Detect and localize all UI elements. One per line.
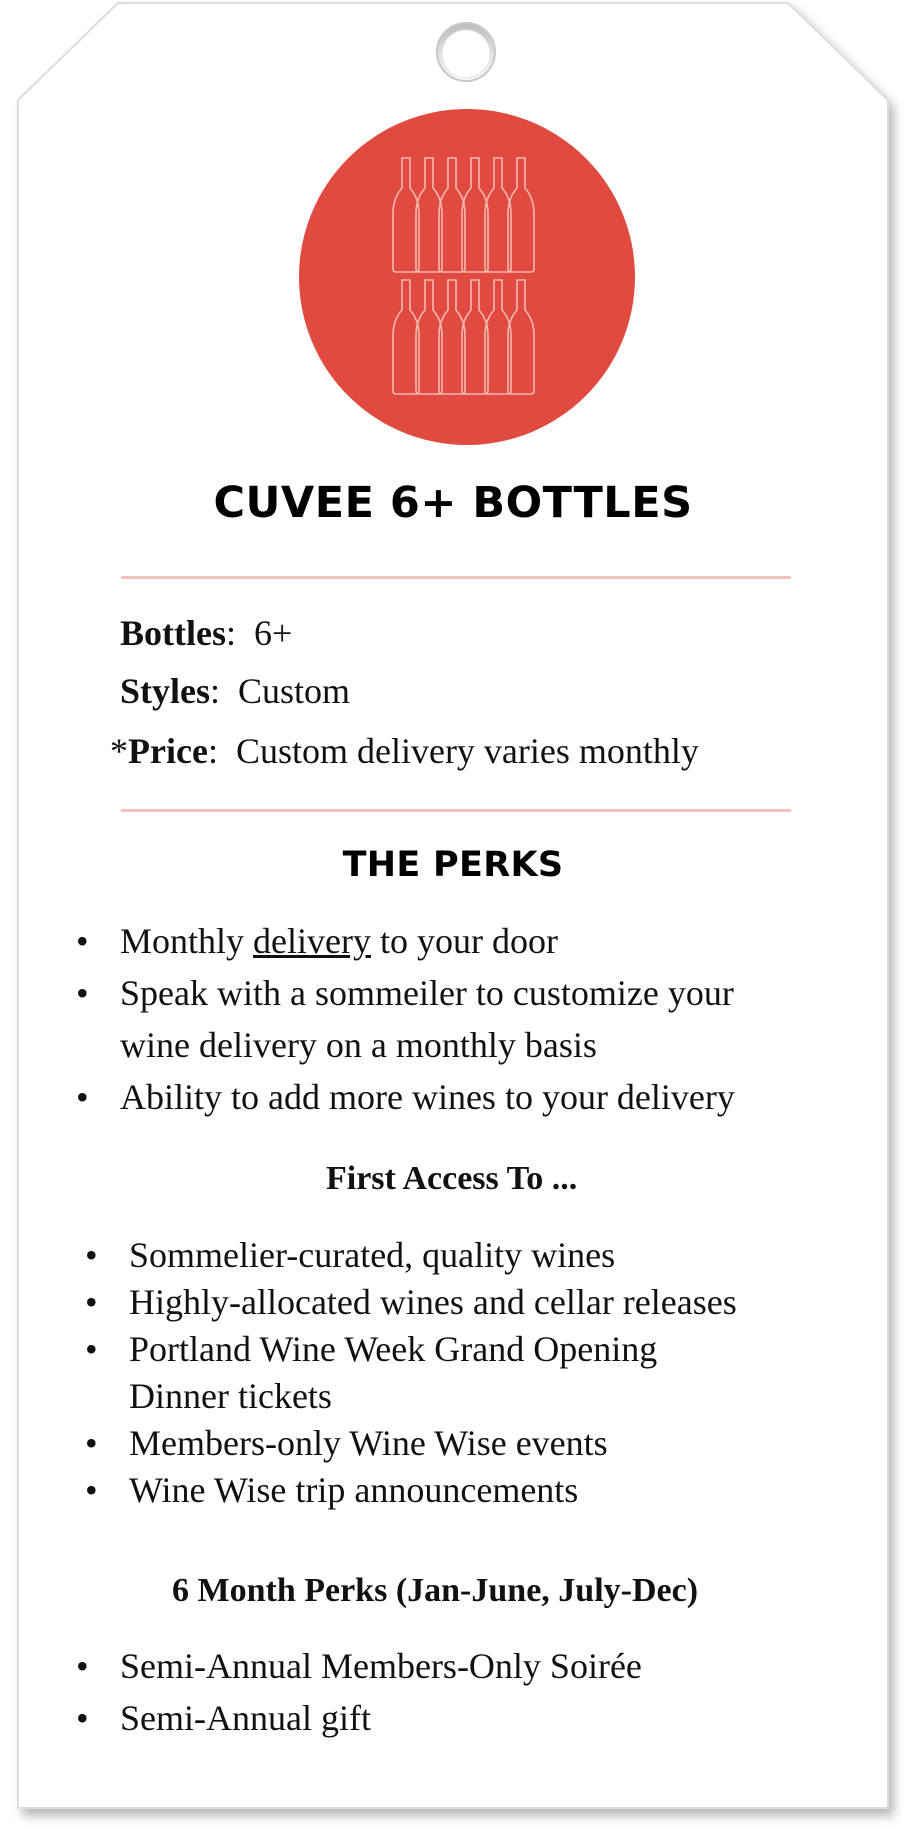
list-item: • Portland Wine Week Grand Opening Dinner tickets bbox=[85, 1326, 737, 1420]
list-item: • Highly-allocated wines and cellar releases bbox=[85, 1279, 737, 1326]
list-item: • Speak with a sommeiler to customize your wine delivery on a monthly basis bbox=[76, 967, 735, 1071]
bullet: • bbox=[85, 1282, 98, 1322]
list-item: • Wine Wise trip announcements bbox=[85, 1467, 737, 1514]
perks-heading: THE PERKS bbox=[342, 845, 564, 885]
list-item: • Sommelier-curated, quality wines bbox=[85, 1232, 737, 1279]
list-item: • Ability to add more wines to your delivery bbox=[76, 1071, 735, 1123]
bullet: • bbox=[85, 1329, 98, 1369]
first-access-list bbox=[85, 1232, 737, 1514]
first-access-heading: First Access To ... bbox=[326, 1160, 578, 1197]
list-item: • Semi-Annual Members-Only Soirée bbox=[76, 1640, 642, 1692]
list-item: • Monthly delivery to your door bbox=[76, 915, 735, 967]
wine-bottles-icon bbox=[299, 109, 635, 445]
bullet: • bbox=[76, 921, 89, 961]
bullet: • bbox=[85, 1470, 98, 1510]
perks-list bbox=[76, 915, 735, 1123]
spec-styles: Styles: Custom bbox=[120, 671, 351, 711]
spec-bottles-value: 6+ bbox=[254, 613, 293, 653]
bullet: • bbox=[85, 1423, 98, 1463]
spec-bottles-label: Bottles bbox=[120, 613, 226, 653]
spec-bottles: Bottles: 6+ bbox=[120, 613, 293, 653]
bullet: • bbox=[85, 1235, 98, 1275]
bullet: • bbox=[76, 1077, 89, 1117]
plan-title: CUVEE 6+ BOTTLES bbox=[213, 478, 693, 528]
bullet: • bbox=[76, 1646, 89, 1686]
list-item: • Members-only Wine Wise events bbox=[85, 1420, 737, 1467]
bullet: • bbox=[76, 973, 89, 1013]
divider-bottom bbox=[121, 809, 791, 812]
spec-price-value: Custom delivery varies monthly bbox=[235, 731, 699, 771]
spec-styles-value: Custom bbox=[238, 671, 351, 711]
spec-price-label: Price bbox=[128, 731, 208, 771]
list-item: • Semi-Annual gift bbox=[76, 1692, 642, 1744]
divider-top bbox=[121, 576, 791, 579]
spec-price: *Price: Custom delivery varies monthly bbox=[110, 731, 699, 771]
bullet: • bbox=[76, 1698, 89, 1738]
tag-hole bbox=[437, 23, 495, 81]
spec-styles-label: Styles bbox=[120, 671, 210, 711]
six-month-list bbox=[76, 1640, 642, 1744]
delivery-link[interactable]: delivery bbox=[253, 921, 371, 961]
six-month-heading: 6 Month Perks (Jan-June, July-Dec) bbox=[172, 1572, 699, 1609]
spec-price-asterisk: * bbox=[110, 731, 128, 771]
